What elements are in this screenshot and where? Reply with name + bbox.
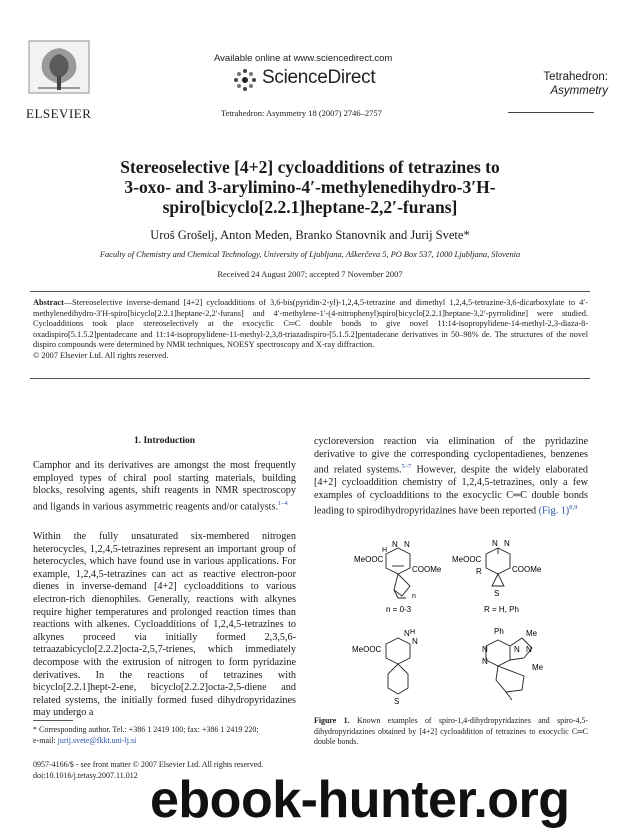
s3-n2-label: N	[412, 637, 418, 646]
journal-name-line1: Tetrahedron:	[543, 71, 608, 83]
journal-citation: Tetrahedron: Asymmetry 18 (2007) 2746–2757	[221, 108, 382, 118]
ref-1-4[interactable]: 1–4	[278, 499, 288, 507]
author-email-link[interactable]: jurij.svete@fkkt.uni-lj.si	[57, 735, 137, 745]
abstract-rule-bottom	[30, 378, 590, 379]
s2-left-label: MeOOC	[452, 555, 482, 564]
header-rule-right	[508, 112, 594, 113]
affiliation: Faculty of Chemistry and Chemical Technology, University of Ljubljana, Aškerčeva 5, PO Box 537, 1000 Ljubljana, Slovenia	[99, 250, 521, 259]
s2-r-label: R	[476, 567, 482, 576]
available-online: Available online at www.sciencedirect.com	[214, 53, 393, 64]
s2-s-label: S	[494, 589, 500, 598]
s2-note: R = H, Ph	[484, 605, 519, 614]
sciencedirect-wordmark: ScienceDirect	[262, 67, 376, 88]
s1-n1-label: N	[392, 540, 398, 549]
s4-n3-label: N	[514, 645, 520, 654]
figure-1-label: Figure 1.	[314, 716, 350, 725]
ref-5-7[interactable]: 5–7	[401, 463, 412, 471]
s3-n1-label: N	[404, 629, 410, 638]
abstract-label: Abstract	[33, 298, 64, 307]
s1-right-label: COOMe	[412, 565, 442, 574]
sciencedirect-logo	[232, 66, 382, 94]
publisher-name: ELSEVIER	[26, 106, 92, 121]
s1-note: n = 0-3	[386, 605, 412, 614]
s4-ph-label: Ph	[494, 627, 504, 636]
title-line-2: 3-oxo- and 3-arylimino-4′-methylenedihydro-3′H-	[124, 177, 496, 197]
s3-s-label: S	[394, 697, 400, 706]
title-line-3: spiro[bicyclo[2.2.1]heptane-2,2′-furans]	[162, 197, 458, 217]
s4-me2-label: Me	[532, 663, 544, 672]
abstract	[33, 298, 588, 362]
front-matter: 0957-4166/$ - see front matter © 2007 Elsevier Ltd. All rights reserved.	[33, 760, 264, 769]
elsevier-tree-icon	[28, 40, 90, 106]
doi: doi:10.1016/j.tetasy.2007.11.012	[33, 771, 138, 780]
s4-n1-label: N	[482, 645, 488, 654]
section-heading-introduction: 1. Introduction	[133, 436, 196, 446]
right-paragraph-1: cycloreversion reaction via elimination of the pyridazine derivative to give the corresponding cyclopentadienes, benzenes and related systems.$^{5-7}$ However, despite the widely elaborated [4+2] cycloaddition chemistry of 1,2,4,5-tetrazines, only a few examples of cycloadditions to the exocyclic C═C double bonds leading to spirodihydropyridazines have been reported (Fig. 1)$^{8,9}$	[314, 436, 588, 517]
figure-1-caption-text: Known examples of spiro-1,4-dihydropyridazines and spiro-4,5-dihydropyridazines obtained by [4+2] cycloaddition of tetrazines to exocyclic C═C double bonds.	[314, 716, 588, 746]
elsevier-logo	[28, 40, 90, 106]
s1-h-label: H	[382, 547, 388, 554]
authors: Uroš Grošelj, Anton Meden, Branko Stanovnik and Jurij Svete*	[150, 228, 470, 242]
title-line-1: Stereoselective [4+2] cycloadditions of tetrazines to	[120, 157, 500, 177]
sciencedirect-dots-icon	[232, 67, 258, 93]
journal-name	[508, 70, 608, 98]
s4-n4-label: N	[526, 645, 532, 654]
ref-8-9[interactable]: 8,9	[569, 504, 578, 512]
abstract-copyright: © 2007 Elsevier Ltd. All rights reserved.	[33, 350, 169, 360]
s2-n2-label: N	[504, 540, 510, 548]
footnote-email-label: e-mail:	[33, 735, 56, 745]
s4-me1-label: Me	[526, 629, 538, 638]
s2-right-label: COOMe	[512, 565, 542, 574]
figure-1-caption	[314, 716, 588, 748]
fig-1-link[interactable]: (Fig. 1)	[538, 505, 570, 517]
intro-paragraph-2: Within the fully unsaturated six-membered nitrogen heterocycles, 1,2,4,5-tetrazines represent an important group of heterocycles, which have found use in various applications. For example, 1,2,4,5-tetrazines can act as reactive electron-poor dienes in inverse-demand [4+2] cycloadditions to various electron-rich dienophiles. Generally, reactions with alkynes require higher temperatures and prolonged reaction times than reactions with alkenes. Cycloadditions of 1,2,4,5-tetrazines to alkynes proceed via initially formed 2,3,5,6-tetraazabicyclo[2.2.2]octa-2,5,7-trienes, which immediately decompose with the extrusion of nitrogen to form pyridazine derivatives. In the reactions of tetrazines with bicyclo[2.2.1]hept-2-ene, bicyclo[2.2.2]octa-2,5-diene and related systems, the initially formed fused dihydropyridazines may undergo a	[33, 531, 296, 719]
watermark: ebook-hunter.org	[150, 771, 570, 829]
received-dates: Received 24 August 2007; accepted 7 November 2007	[217, 269, 403, 279]
s3-h-label: H	[410, 629, 416, 636]
s1-left-label: MeOOC	[354, 555, 384, 564]
intro-paragraph-1: Camphor and its derivatives are amongst the most frequently employed types of chiral pool starting materials, building blocks, resolving agents, shift reagents in NMR spectroscopy and ligands in various asymmetric reagents and/or catalysts.$^{1-4}$	[33, 460, 296, 513]
s3-left-label: MeOOC	[352, 645, 382, 654]
s4-n2-label: N	[482, 657, 488, 666]
footnote-rule	[33, 720, 73, 721]
abstract-text: —Stereoselective inverse-demand [4+2] cycloadditions of 3,6-bis(pyridin-2-yl)-1,2,4,5-tetrazine and dimethyl 1,2,4,5-tetrazine-3,6-dicarboxylate to 4′-methylenedihydro-3′H-spiro[bicyclo[2.2.1]heptane-2,2′-furans] and 4′-methylene-1′-(4-nitrophenyl)spiro[bicyclo[2.2.1]heptane-3,2′-pyrrolidine] were studied. Cycloadditions took place stereoselectively at the exocyclic C═C double bonds to give novel 11:14-isopropylidene-14-methyl-2,3-diaza-8-oxadispiro[5.1.5.2]pentadecane and 11:14-isopropylidene-11-methyl-2,3,8-triazadispiro-[5.1.5.2]pentadecane derivatives in 50–98% de. The structures of the novel dispiro compounds were determined by NMR techniques, NOESY spectroscopy and X-ray diffraction.	[33, 298, 588, 350]
s1-n2-label: N	[404, 540, 410, 549]
figure-1-structures	[326, 540, 596, 710]
journal-name-line2: Asymmetry	[550, 85, 608, 97]
s1-n-label: n	[412, 593, 416, 600]
s2-n1-label: N	[492, 540, 498, 548]
footnote-corresponding: * Corresponding author. Tel.: +386 1 2419 100; fax: +386 1 2419 220; e-mail: jurij.svete@fkkt.uni-lj.si	[33, 725, 259, 745]
article-title	[30, 157, 590, 217]
abstract-rule-top	[30, 291, 590, 292]
